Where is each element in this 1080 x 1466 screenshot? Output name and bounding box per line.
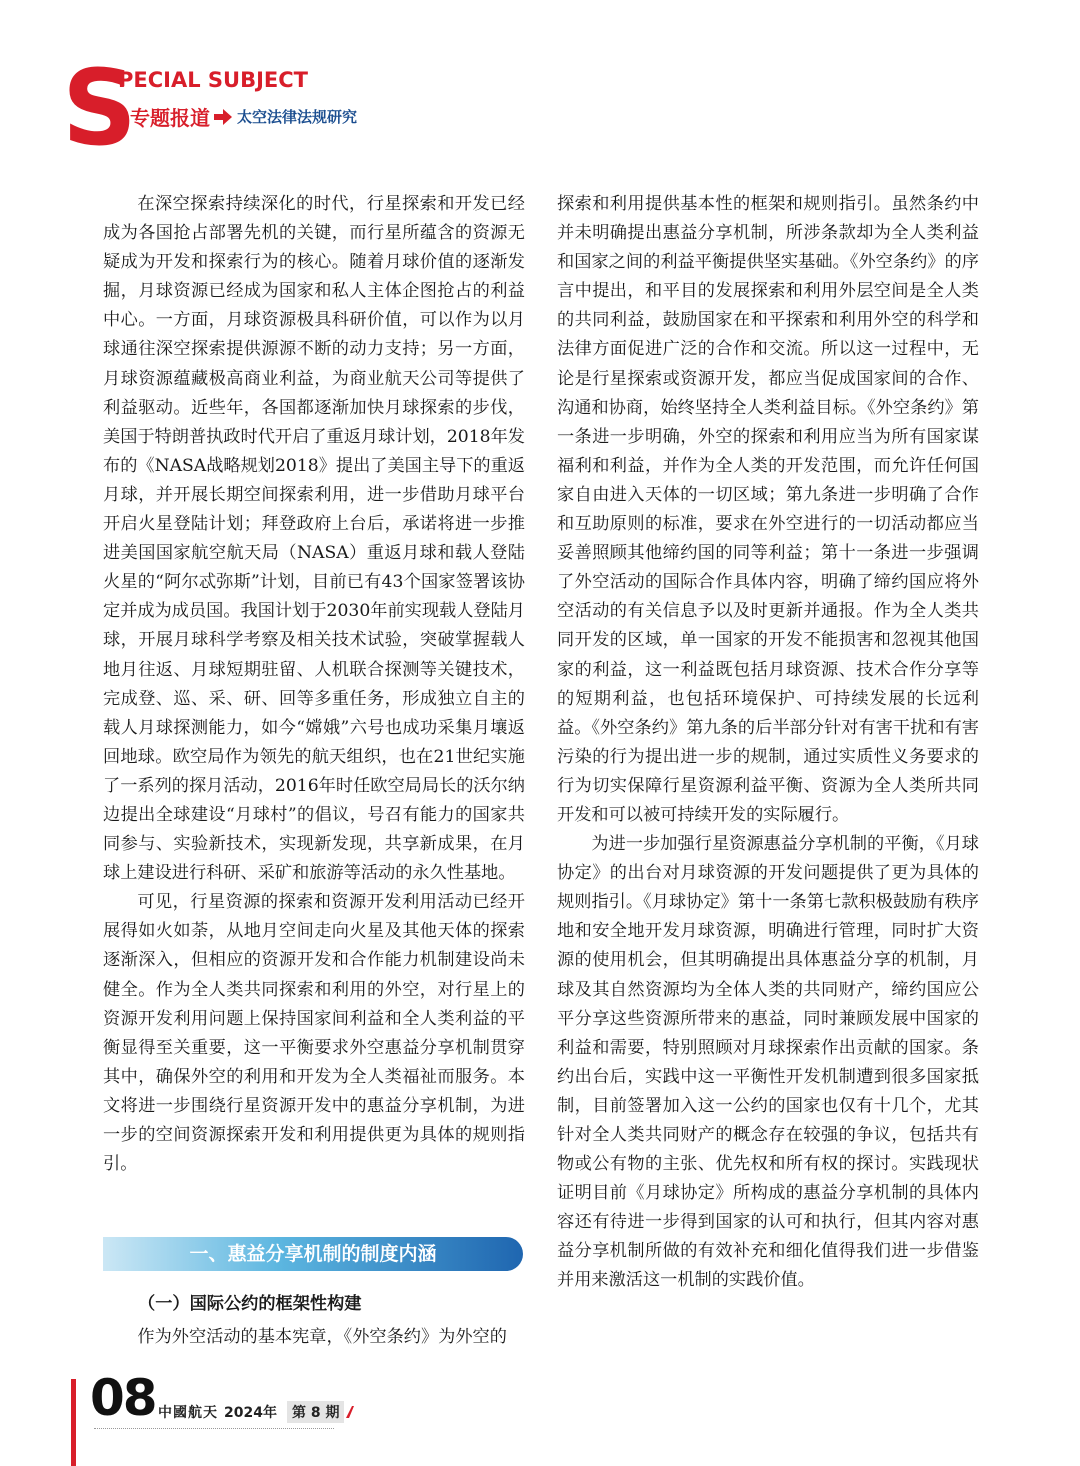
special-subject-logo-s: S <box>62 47 133 169</box>
arrow-right-icon <box>213 108 233 126</box>
footer-divider <box>94 1428 334 1429</box>
article-paragraph: 为进一步加强行星资源惠益分享机制的平衡，《月球协定》的出台对月球资源的开发问题提供了更为具体的规则指引。《月球协定》第十一条第七款积极鼓励有秩序地和安全地开发月球资源，明确进行管理，同时扩大资源的使用机会，但其明确提出具体惠益分享的机制，月球及其自然资源均为全体人类的共同财产，缔约国应公平分享这些资源所带来的惠益，同时兼顾发展中国家的利益和需要，特别照顾对月球探索作出贡献的国家。条约出台后，实践中这一平衡性开发机制遭到很多国家抵制，目前签署加入这一公约的国家也仅有十几个，尤其针对全人类共同财产的概念存在较强的争议，包括共有物或公有物的主张、优先权和所有权的探讨。实践现状证明目前《月球协定》所构成的惠益分享机制的具体内容还有待进一步得到国家的认可和执行，但其内容对惠益分享机制所做的有效补充和细化值得我们进一步借鉴并用来激活这一机制的实践价值。 <box>557 834 979 1291</box>
article-paragraph: 可见，行星资源的探索和资源开发利用活动已经开展得如火如荼，从地月空间走向火星及其他天体的探索逐渐深入，但相应的资源开发和合作能力机制建设尚未健全。作为全人类共同探索和利用的外空，对行星上的资源开发利用问题上保持国家间利益和全人类利益的平衡显得至关重要，这一平衡要求外空惠益分享机制贯穿其中，确保外空的利用和开发为全人类福祉而服务。本文将进一步围绕行星资源开发中的惠益分享机制，为进一步的空间资源探索开发和利用提供更为具体的规则指引。 <box>103 892 525 1175</box>
subsection-heading: （一）国际公约的框架性构建 <box>138 1294 362 1314</box>
publication-year: 2024年 <box>224 1405 277 1421</box>
left-column-tail <box>103 1323 525 1352</box>
page-number: 08 <box>90 1369 156 1427</box>
footer-publication-info <box>158 1401 354 1423</box>
magazine-name: 中國航天 <box>158 1405 218 1421</box>
special-subject-label: PECIAL SUBJECT <box>118 68 308 92</box>
right-column <box>557 190 979 1296</box>
section-breadcrumb <box>130 102 357 131</box>
issue-number: 第 8 期 <box>287 1401 345 1423</box>
article-paragraph: 在深空探索持续深化的时代，行星探索和开发已经成为各国抢占部署先机的关键，而行星所蕴含的资源无疑成为开发和探索行为的核心。随着月球价值的逐渐发掘，月球资源已经成为国家和私人主体企图抢占的利益中心。一方面，月球资源极具科研价值，可以作为以月球通往深空探索提供源源不断的动力支持；另一方面，月球资源蕴藏极高商业利益，为商业航天公司等提供了利益驱动。近些年，各国都逐渐加快月球探索的步伐，美国于特朗普执政时代开启了重返月球计划，2018年发布的《NASA战略规划2018》提出了美国主导下的重返月球，并开展长期空间探索利用，进一步借助月球平台开启火星登陆计划；拜登政府上台后，承诺将进一步推进美国国家航空航天局（NASA）重返月球和载人登陆火星的“阿尔忒弥斯”计划，目前已有43个国家签署该协定并成为成员国。我国计划于2030年前实现载人登陆月球，开展月球科学考察及相关技术试验，突破掌握载人地月往返、月球短期驻留、人机联合探测等关键技术，完成登、巡、采、研、回等多重任务，形成独立自主的载人月球探测能力，如今“嫦娥”六号也成功采集月壤返回地球。欧空局作为领先的航天组织，也在21世纪实施了一系列的探月活动，2016年时任欧空局局长的沃尔纳边提出全球建设“月球村”的倡议，号召有能力的国家共同参与、实验新技术，实现新发现，共享新成果，在月球上建设进行科研、采矿和旅游等活动的永久性基地。 <box>103 194 525 884</box>
section-heading: 一、惠益分享机制的制度内涵 <box>103 1237 523 1271</box>
subtopic-label: 太空法律法规研究 <box>237 108 358 126</box>
article-paragraph: 作为外空活动的基本宪章，《外空条约》为外空的 <box>137 1327 507 1347</box>
left-column <box>103 190 525 1179</box>
article-paragraph-continued: 探索和利用提供基本性的框架和规则指引。虽然条约中并未明确提出惠益分享机制，所涉条款却为全人类利益和国家之间的利益平衡提供坚实基础。《外空条约》的序言中提出，和平目的发展探索和利用外层空间是全人类的共同利益，鼓励国家在和平探索和利用外空的科学和法律方面促进广泛的合作和交流。所以这一过程中，无论是行星探索或资源开发，都应当促成国家间的合作、沟通和协商，始终坚持全人类利益目标。《外空条约》第一条进一步明确，外空的探索和利用应当为所有国家谋福利和利益，并作为全人类的开发范围，而允许任何国家自由进入天体的一切区域；第九条进一步明确了合作和互助原则的标准，要求在外空进行的一切活动都应当妥善照顾其他缔约国的同等利益；第十一条进一步强调了外空活动的国际合作具体内容，明确了缔约国应将外空活动的有关信息予以及时更新并通报。作为全人类共同开发的区域，单一国家的开发不能损害和忽视其他国家的利益，这一利益既包括月球资源、技术合作分享等的短期利益，也包括环境保护、可持续发展的长远利益。《外空条约》第九条的后半部分针对有害干扰和有害污染的行为提出进一步的规制，通过实质性义务要求的行为切实保障行星资源利益平衡、资源为全人类所共同开发和可以被可持续开发的实际履行。 <box>557 194 979 825</box>
topic-label: 专题报道 <box>130 106 210 130</box>
footer-accent-bar <box>71 1379 76 1466</box>
corner-mark-icon <box>346 1406 354 1418</box>
